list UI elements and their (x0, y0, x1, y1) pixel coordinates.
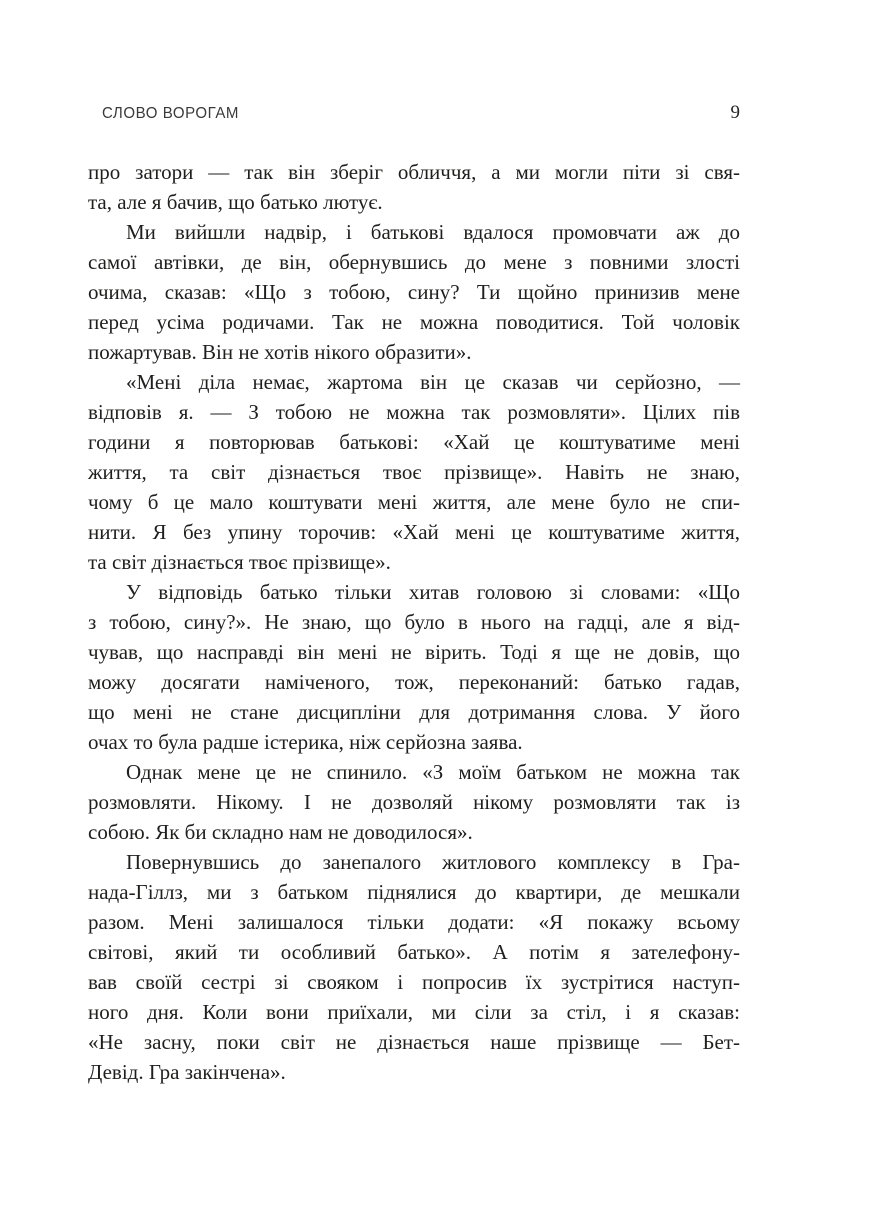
text-line: та світ дізнається твоє прізвище». (88, 550, 391, 574)
text-line: про затори — так він зберіг обличчя, а ми могли піти зі свя- (88, 160, 740, 184)
text-line: відповів я. — З тобою не можна так розмовляти». Цілих пів (88, 400, 740, 424)
text-line: У відповідь батько тільки хитав головою зі словами: «Що (126, 580, 740, 604)
text-line: «Не засну, поки світ не дізнається наше прізвище — Бет- (88, 1030, 740, 1054)
page-body (88, 157, 740, 1087)
paragraph (88, 217, 740, 367)
paragraph (88, 757, 740, 847)
text-line: можу досягати наміченого, тож, переконаний: батько гадав, (88, 670, 740, 694)
text-line: очима, сказав: «Що з тобою, сину? Ти щойно принизив мене (88, 280, 740, 304)
text-line: нити. Я без упину торочив: «Хай мені це коштуватиме життя, (88, 520, 740, 544)
paragraph (88, 367, 740, 577)
text-line: життя, та світ дізнається твоє прізвище». Навіть не знаю, (88, 460, 740, 484)
text-line: розмовляти. Нікому. І не дозволяй нікому розмовляти так із (88, 790, 740, 814)
text-line: світові, який ти особливий батько». А потім я зателефону- (88, 940, 740, 964)
text-line: очах то була радше істерика, ніж серйозна заява. (88, 730, 523, 754)
text-line: з тобою, сину?». Не знаю, що було в нього на гадці, але я від- (88, 610, 740, 634)
text-line: нада-Гіллз, ми з батьком піднялися до квартири, де мешкали (88, 880, 740, 904)
text-line: пожартував. Він не хотів нікого образити». (88, 340, 472, 364)
text-line: чував, що насправді він мені не вірить. Тоді я ще не довів, що (88, 640, 740, 664)
text-line: вав своїй сестрі зі свояком і попросив їх зустрітися наступ- (88, 970, 740, 994)
text-line: перед усіма родичами. Так не можна поводитися. Той чоловік (88, 310, 740, 334)
text-line: ного дня. Коли вони приїхали, ми сіли за стіл, і я сказав: (88, 1000, 740, 1024)
running-header (102, 103, 740, 123)
text-line: Повернувшись до занепалого житлового комплексу в Гра- (126, 850, 740, 874)
text-line: собою. Як би складно нам не доводилося». (88, 820, 473, 844)
text-line: Ми вийшли надвір, і батькові вдалося промовчати аж до (126, 220, 740, 244)
text-line: «Мені діла немає, жартома він це сказав чи серйозно, — (126, 370, 740, 394)
text-line: години я повторював батькові: «Хай це коштуватиме мені (88, 430, 740, 454)
page-number: 9 (730, 102, 740, 123)
text-line: та, але я бачив, що батько лютує. (88, 190, 383, 214)
text-line: самої автівки, де він, обернувшись до мене з повними злості (88, 250, 740, 274)
text-line: Девід. Гра закінчена». (88, 1060, 286, 1084)
paragraph (88, 157, 740, 217)
paragraph (88, 577, 740, 757)
text-line: Однак мене це не спинило. «З моїм батьком не можна так (126, 760, 740, 784)
text-line: що мені не стане дисципліни для дотримання слова. У його (88, 700, 740, 724)
running-title: СЛОВО ВОРОГАМ (102, 105, 240, 122)
text-line: разом. Мені залишалося тільки додати: «Я покажу всьому (88, 910, 740, 934)
paragraph (88, 847, 740, 1087)
text-line: чому б це мало коштувати мені життя, але мене було не спи- (88, 490, 740, 514)
